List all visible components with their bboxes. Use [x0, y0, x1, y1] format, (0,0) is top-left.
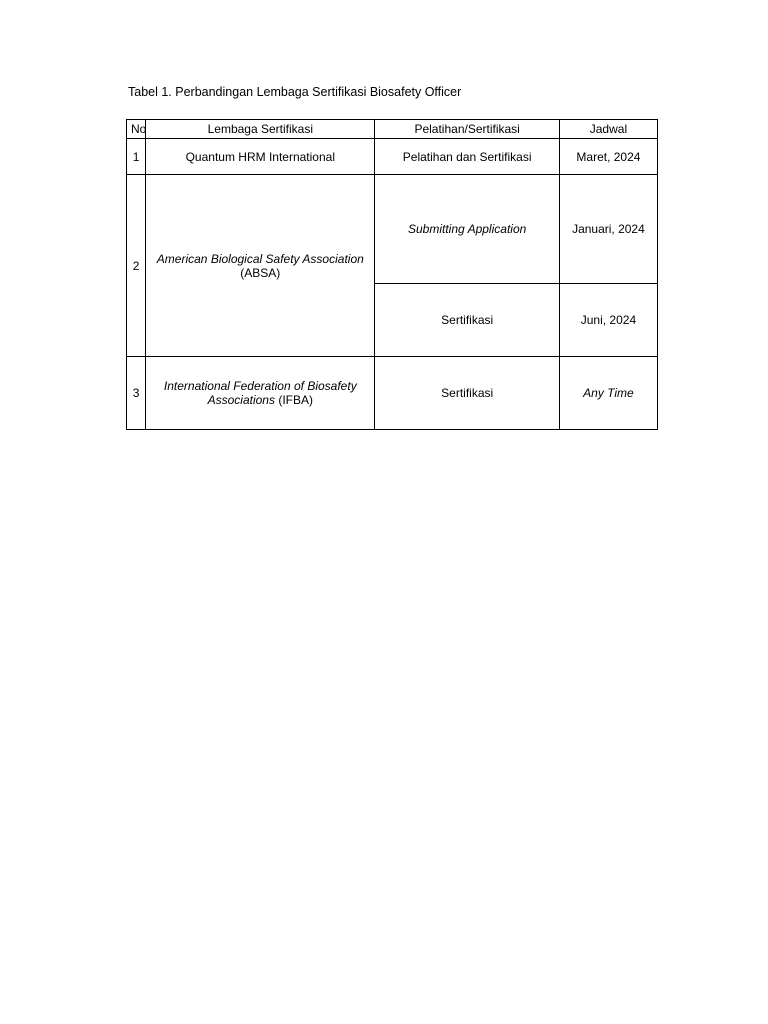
lembaga-abbreviation: (ABSA) — [240, 265, 281, 280]
cell-jadwal: Juni, 2024 — [559, 284, 657, 357]
cell-jadwal: Maret, 2024 — [559, 139, 657, 175]
cell-no: 3 — [127, 357, 146, 430]
lembaga-abbreviation: (IFBA) — [274, 393, 313, 407]
table-row — [127, 175, 658, 284]
cell-lembaga: Quantum HRM International — [146, 139, 375, 175]
header-lembaga: Lembaga Sertifikasi — [146, 120, 375, 139]
cell-lembaga — [146, 357, 375, 430]
cell-pelatihan: Submitting Application — [375, 175, 559, 284]
table-row — [127, 357, 658, 430]
cell-pelatihan: Sertifikasi — [375, 357, 559, 430]
cell-no: 1 — [127, 139, 146, 175]
header-no: No — [127, 120, 146, 139]
table-header-row — [127, 120, 658, 139]
cell-lembaga — [146, 175, 375, 357]
cell-jadwal: Januari, 2024 — [559, 175, 657, 284]
cell-pelatihan: Sertifikasi — [375, 284, 559, 357]
lembaga-name: American Biological Safety Association — [156, 251, 364, 266]
cell-jadwal: Any Time — [559, 357, 657, 430]
cell-pelatihan: Pelatihan dan Sertifikasi — [375, 139, 559, 175]
comparison-table — [126, 119, 658, 430]
table-row — [127, 139, 658, 175]
header-jadwal: Jadwal — [559, 120, 657, 139]
table-caption: Tabel 1. Perbandingan Lembaga Sertifikasi Biosafety Officer — [128, 85, 462, 99]
header-pelatihan: Pelatihan/Sertifikasi — [375, 120, 559, 139]
cell-no: 2 — [127, 175, 146, 357]
lembaga-name: International Federation of Biosafety Associations — [163, 379, 357, 407]
